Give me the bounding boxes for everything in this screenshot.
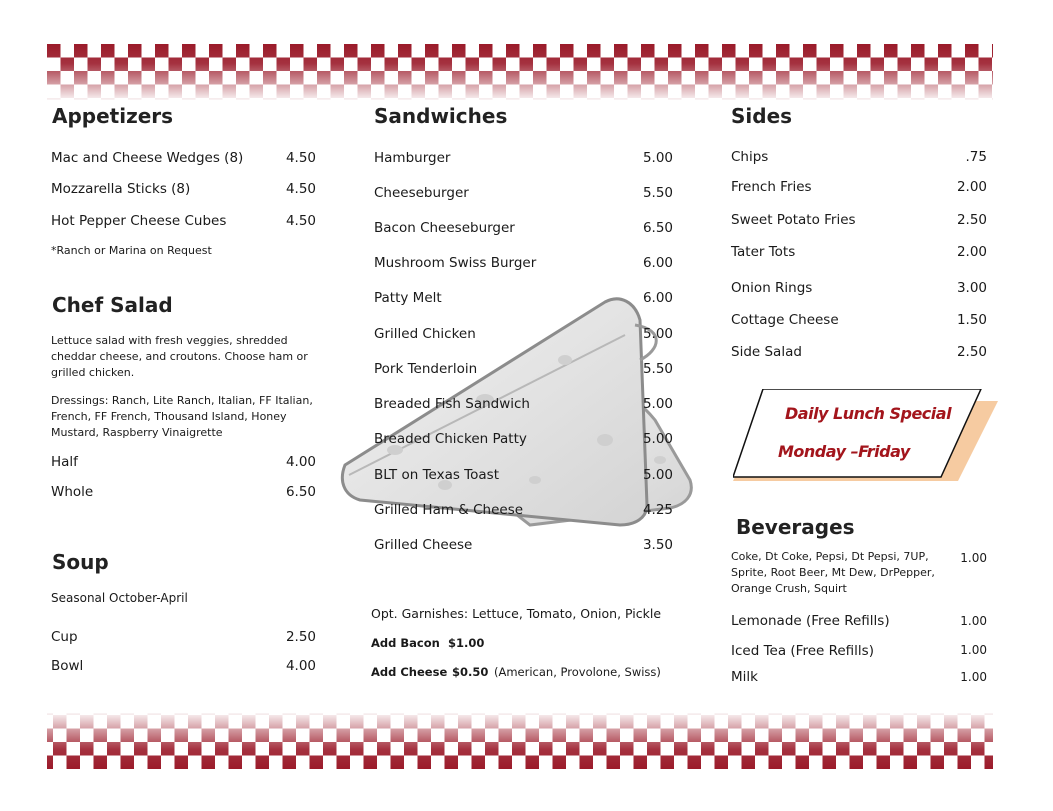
sandwich-item-name: Pork Tenderloin [374,361,478,377]
soup-size-price: 4.00 [285,658,316,674]
side-item-price: 2.00 [956,244,987,260]
sandwich-item-price: 5.50 [642,185,673,201]
beverage-item-name: Lemonade (Free Refills) [731,613,890,629]
sandwich-item-name: Hamburger [374,150,451,166]
sandwich-item-price: 6.50 [642,220,673,236]
beverage-item-name: Milk [731,669,758,685]
sandwich-item-name: Mushroom Swiss Burger [374,255,537,271]
appetizer-item-name: Hot Pepper Cheese Cubes [51,213,227,229]
side-item-price: 2.50 [956,212,987,228]
side-item-price: 2.00 [956,179,987,195]
side-item-name: Cottage Cheese [731,312,839,328]
appetizer-item-price: 4.50 [285,213,316,229]
lunch-special-title: Daily Lunch Special [785,404,952,423]
add-cheese-price: $0.50 [452,665,489,679]
sandwich-item-name: Grilled Cheese [374,537,473,553]
appetizer-item-price: 4.50 [285,181,316,197]
beverages-heading: Beverages [736,515,855,539]
sandwich-item-name: Cheeseburger [374,185,469,201]
sandwich-item-price: 4.25 [642,502,673,518]
checkered-border-top [47,44,993,100]
side-item-name: Side Salad [731,344,802,360]
sandwich-item-price: 5.00 [642,467,673,483]
side-item-price: 3.00 [956,280,987,296]
checkered-border-bottom [47,713,993,769]
appetizers-heading: Appetizers [52,104,174,128]
soup-note: Seasonal October-April [51,591,188,605]
beverage-item-price: 1.00 [960,670,987,684]
sandwich-item-name: BLT on Texas Toast [374,467,499,483]
sandwich-item-price: 6.00 [642,290,673,306]
soup-size-name: Bowl [51,658,84,674]
sandwich-item-name: Patty Melt [374,290,442,306]
side-item-price: 1.50 [956,312,987,328]
sandwich-item-name: Breaded Chicken Patty [374,431,527,447]
sandwich-item-name: Breaded Fish Sandwich [374,396,530,412]
sandwich-item-price: 5.00 [642,326,673,342]
chef-salad-size-price: 4.00 [285,454,316,470]
side-item-price: .75 [965,149,987,165]
appetizer-item-name: Mac and Cheese Wedges (8) [51,150,244,166]
add-cheese-options: (American, Provolone, Swiss) [494,665,661,679]
sandwich-item-price: 5.00 [642,150,673,166]
sandwich-item-name: Grilled Chicken [374,326,476,342]
lunch-special-banner [733,389,998,489]
side-item-name: Sweet Potato Fries [731,212,856,228]
soup-size-price: 2.50 [285,629,316,645]
chef-salad-description: Lettuce salad with fresh veggies, shredded cheddar cheese, and croutons. Choose ham or grilled chicken. [51,334,308,379]
add-bacon-label: Add Bacon [371,636,440,650]
sandwich-item-price: 5.00 [642,396,673,412]
side-item-name: Tater Tots [731,244,796,260]
appetizers-note: *Ranch or Marina on Request [51,244,212,257]
soup-size-name: Cup [51,629,78,645]
chef-salad-size-price: 6.50 [285,484,316,500]
sandwiches-heading: Sandwiches [374,104,508,128]
chef-salad-dressings: Dressings: Ranch, Lite Ranch, Italian, FF Italian, French, FF French, Thousand Island, Honey Mustard, Raspberry Vinaigrette [51,394,313,439]
side-item-price: 2.50 [956,344,987,360]
lunch-special-days: Monday –Friday [778,442,910,461]
soda-price: 1.00 [960,551,987,565]
beverage-item-name: Iced Tea (Free Refills) [731,643,874,659]
add-bacon-price: $1.00 [448,636,485,650]
soup-heading: Soup [52,550,109,574]
sandwich-item-name: Bacon Cheeseburger [374,220,515,236]
sandwich-item-price: 6.00 [642,255,673,271]
sides-heading: Sides [731,104,793,128]
beverage-item-price: 1.00 [960,614,987,628]
appetizer-item-price: 4.50 [285,150,316,166]
appetizer-item-name: Mozzarella Sticks (8) [51,181,191,197]
beverage-item-price: 1.00 [960,643,987,657]
chef-salad-size-name: Half [51,454,78,470]
sandwich-item-name: Grilled Ham & Cheese [374,502,524,518]
sandwich-item-price: 5.00 [642,431,673,447]
garnishes-note: Opt. Garnishes: Lettuce, Tomato, Onion, Pickle [371,606,662,621]
soda-list: Coke, Dt Coke, Pepsi, Dt Pepsi, 7UP, Sprite, Root Beer, Mt Dew, DrPepper, Orange Crush, Squirt [731,550,935,595]
chef-salad-heading: Chef Salad [52,293,173,317]
side-item-name: Onion Rings [731,280,813,296]
side-item-name: Chips [731,149,769,165]
chef-salad-size-name: Whole [51,484,94,500]
add-cheese-label: Add Cheese [371,665,448,679]
side-item-name: French Fries [731,179,812,195]
sandwich-item-price: 3.50 [642,537,673,553]
sandwich-item-price: 5.50 [642,361,673,377]
